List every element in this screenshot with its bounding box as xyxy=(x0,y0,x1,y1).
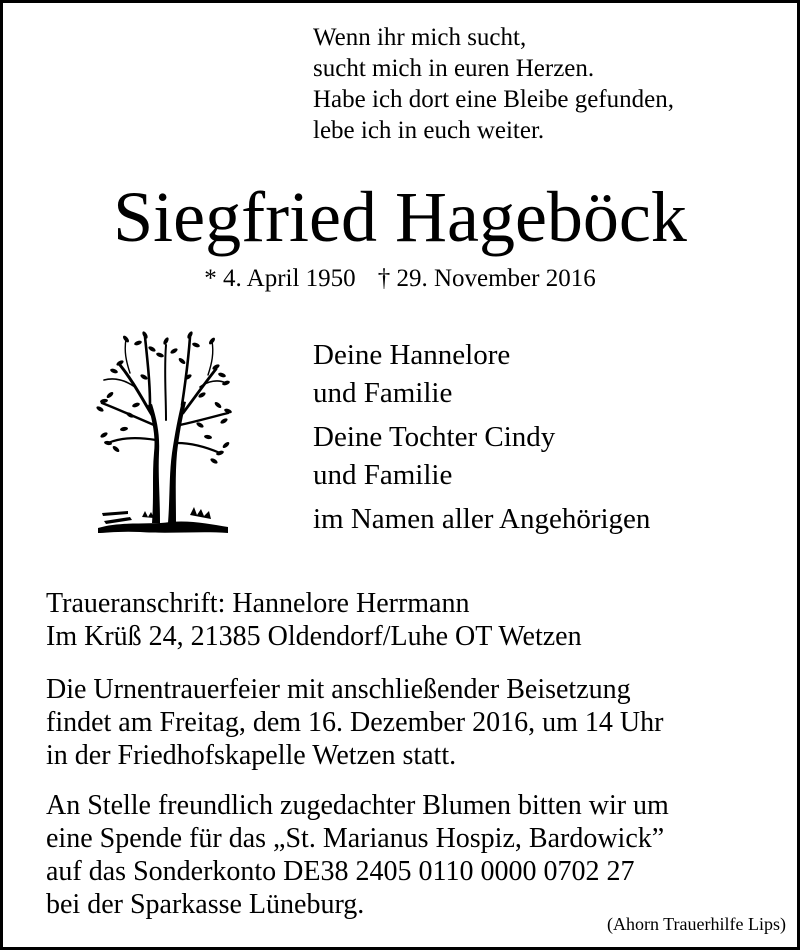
donation-request xyxy=(46,789,669,921)
address-line: Im Krüß 24, 21385 Oldendorf/Luhe OT Wetzen xyxy=(46,621,582,652)
mourning-address xyxy=(46,587,582,653)
mourner-line: Deine Hannelore xyxy=(313,339,511,371)
funeral-service xyxy=(46,673,663,772)
all-relatives: im Namen aller Angehörigen xyxy=(313,503,651,535)
address-line: Traueranschrift: Hannelore Herrmann xyxy=(46,588,470,619)
service-line: in der Friedhofskapelle Wetzen statt. xyxy=(46,740,457,771)
death-date: † 29. November 2016 xyxy=(377,265,596,292)
mourner-line: und Familie xyxy=(313,377,453,409)
donation-line: auf das Sonderkonto DE38 2405 0110 0000 0702 27 xyxy=(46,856,635,887)
mourner-line: Deine Tochter Cindy xyxy=(313,421,556,453)
life-dates xyxy=(0,262,800,296)
donation-line: An Stelle freundlich zugedachter Blumen bitten wir um xyxy=(46,790,669,821)
undertaker-credit: (Ahorn Trauerhilfe Lips) xyxy=(607,914,786,934)
service-line: findet am Freitag, dem 16. Dezember 2016, um 14 Uhr xyxy=(46,707,664,738)
mourner-line: und Familie xyxy=(313,459,453,491)
mourner-group xyxy=(313,336,650,412)
poem-line: sucht mich in euren Herzen. xyxy=(313,55,595,82)
service-line: Die Urnentrauerfeier mit anschließender Beisetzung xyxy=(46,674,631,705)
donation-line: bei der Sparkasse Lüneburg. xyxy=(46,889,365,920)
poem-line: lebe ich in euch weiter. xyxy=(313,117,545,144)
mourners xyxy=(313,336,650,538)
donation-line: eine Spende für das „St. Marianus Hospiz, Bardowick” xyxy=(46,823,665,854)
tree-icon xyxy=(90,325,235,540)
poem-line: Habe ich dort eine Bleibe gefunden, xyxy=(313,86,674,113)
poem-line: Wenn ihr mich sucht, xyxy=(313,24,527,51)
poem xyxy=(313,22,674,146)
birth-date: * 4. April 1950 xyxy=(204,265,356,292)
mourner-group xyxy=(313,418,650,494)
deceased-name: Siegfried Hageböck xyxy=(113,177,687,257)
